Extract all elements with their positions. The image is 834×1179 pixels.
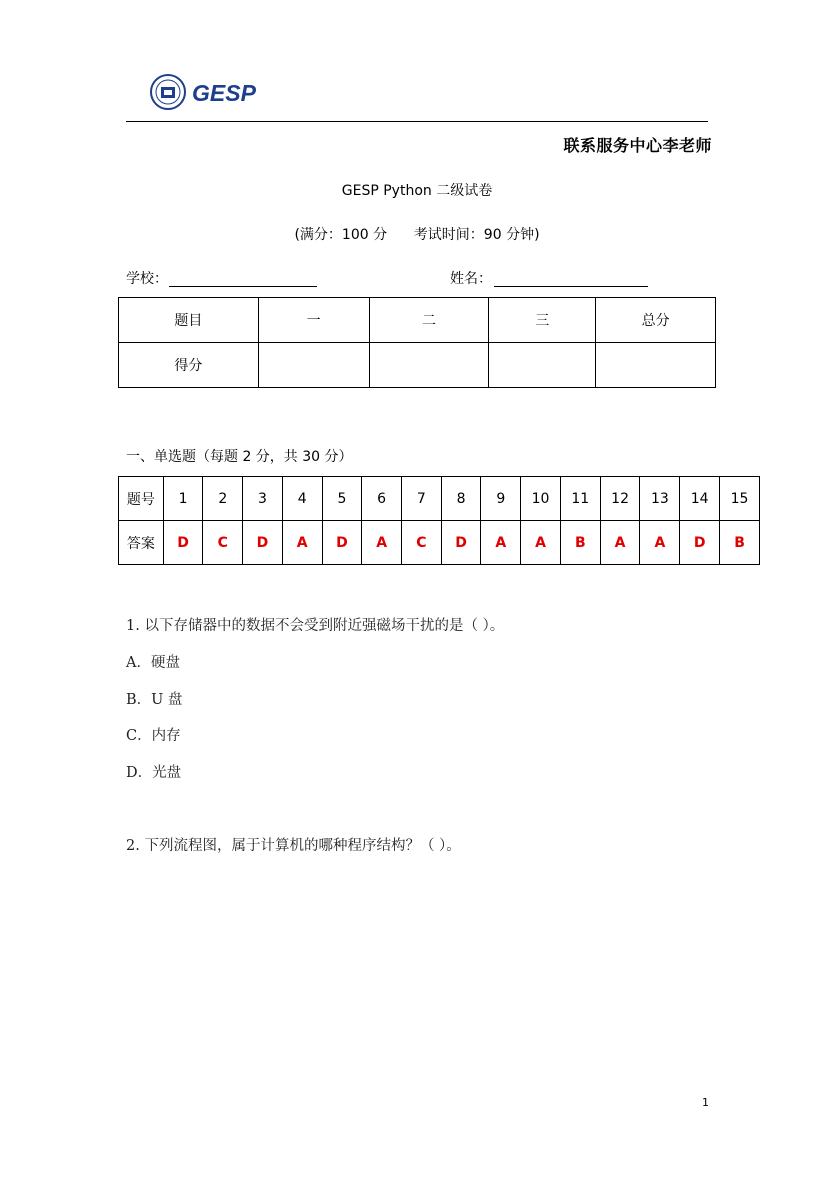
answer-cell: B xyxy=(560,521,600,565)
question-1-stem: 1. 以下存储器中的数据不会受到附近强磁场干扰的是（ ）。 xyxy=(126,618,505,634)
question-number: 15 xyxy=(720,477,760,521)
exam-meta: (满分：100 分 考试时间：90 分钟) xyxy=(294,227,540,243)
answer-cell: C xyxy=(402,521,442,565)
answer-cell: B xyxy=(720,521,760,565)
answer-cell: A xyxy=(481,521,521,565)
question-number: 3 xyxy=(243,477,283,521)
question-1-option-c: C．内存 xyxy=(126,728,181,744)
row-label: 答案 xyxy=(119,521,164,565)
score-table-row xyxy=(119,343,716,388)
page-number: 1 xyxy=(702,1096,709,1109)
answer-cell: D xyxy=(322,521,362,565)
question-number: 11 xyxy=(560,477,600,521)
score-cell[interactable] xyxy=(258,343,369,388)
score-cell[interactable] xyxy=(369,343,489,388)
answer-table-number-row xyxy=(119,477,760,521)
answer-cell: A xyxy=(600,521,640,565)
name-label: 姓名： xyxy=(450,271,492,287)
score-cell[interactable] xyxy=(596,343,716,388)
row-label: 题号 xyxy=(119,477,164,521)
question-1-option-a: A．硬盘 xyxy=(126,655,180,671)
contact-text: 联系服务中心李老师 xyxy=(563,136,712,155)
question-1-option-b: B．U 盘 xyxy=(126,692,183,708)
exam-title: GESP Python 二级试卷 xyxy=(341,183,493,199)
score-header-cell: 总分 xyxy=(596,298,716,343)
gesp-emblem-icon xyxy=(148,74,268,110)
answer-cell: A xyxy=(521,521,561,565)
question-number: 8 xyxy=(441,477,481,521)
question-number: 2 xyxy=(203,477,243,521)
score-header-cell: 题目 xyxy=(119,298,259,343)
answer-cell: D xyxy=(680,521,720,565)
header-divider xyxy=(126,121,708,122)
school-field[interactable] xyxy=(169,286,317,287)
score-table-header-row xyxy=(119,298,716,343)
question-number: 14 xyxy=(680,477,720,521)
school-label: 学校： xyxy=(126,271,168,287)
question-number: 5 xyxy=(322,477,362,521)
question-number: 1 xyxy=(163,477,203,521)
question-number: 9 xyxy=(481,477,521,521)
answer-cell: A xyxy=(282,521,322,565)
logo-wordmark: GESP xyxy=(192,80,256,106)
answer-cell: D xyxy=(243,521,283,565)
question-2-stem: 2. 下列流程图，属于计算机的哪种程序结构？（ ）。 xyxy=(126,838,461,854)
score-header-cell: 一 xyxy=(258,298,369,343)
answer-cell: A xyxy=(362,521,402,565)
question-number: 13 xyxy=(640,477,680,521)
question-number: 4 xyxy=(282,477,322,521)
name-field[interactable] xyxy=(494,286,648,287)
answer-cell: D xyxy=(163,521,203,565)
score-table xyxy=(118,297,716,388)
question-1-option-d: D．光盘 xyxy=(126,765,182,781)
question-number: 10 xyxy=(521,477,561,521)
score-header-cell: 二 xyxy=(369,298,489,343)
answer-cell: A xyxy=(640,521,680,565)
question-number: 7 xyxy=(402,477,442,521)
answer-table-answer-row xyxy=(119,521,760,565)
answer-cell: D xyxy=(441,521,481,565)
score-cell[interactable] xyxy=(489,343,596,388)
gesp-logo xyxy=(148,74,268,110)
score-header-cell: 三 xyxy=(489,298,596,343)
section-title: 一、单选题（每题 2 分，共 30 分） xyxy=(126,449,353,465)
question-number: 12 xyxy=(600,477,640,521)
answer-cell: C xyxy=(203,521,243,565)
score-row-label: 得分 xyxy=(119,343,259,388)
answer-table xyxy=(118,476,760,565)
question-number: 6 xyxy=(362,477,402,521)
